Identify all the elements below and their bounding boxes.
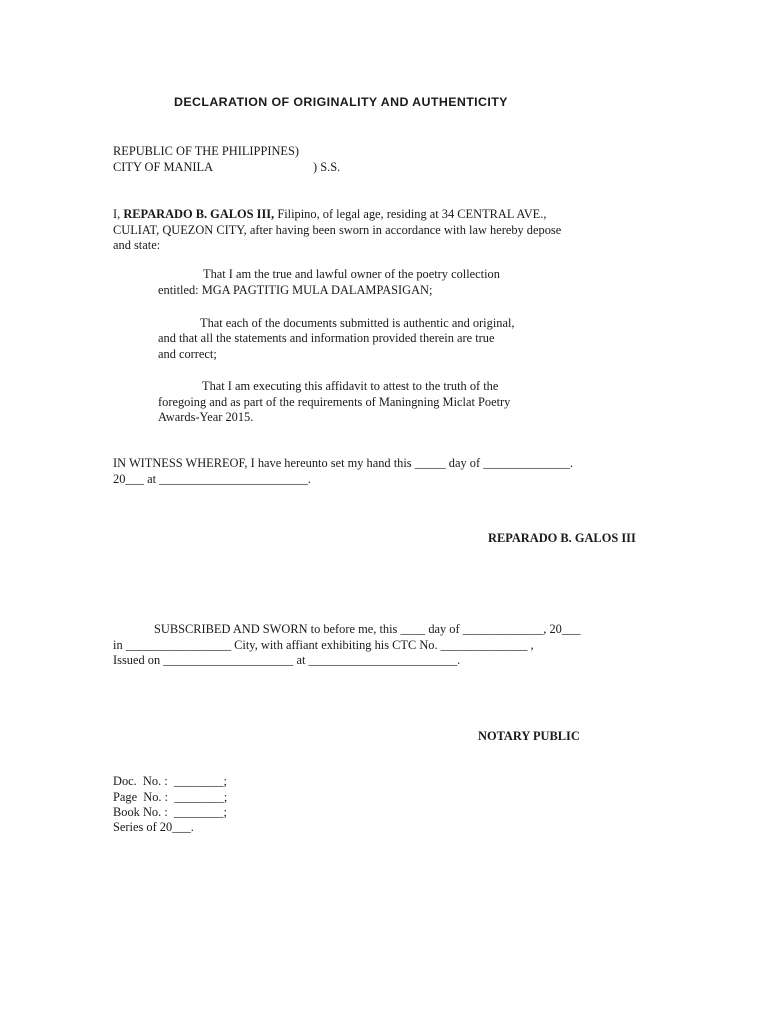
venue-ss: ) S.S. (313, 160, 341, 174)
intro-line-2: CULIAT, QUEZON CITY, after having been sworn in accordance with law hereby depose (113, 223, 562, 237)
clause-3-line-2: foregoing and as part of the requirements of Maningning Miclat Poetry (158, 395, 511, 409)
witness-line-2: 20___ at ________________________. (113, 472, 311, 486)
intro-line-1 (113, 207, 546, 223)
jurat-line-1: SUBSCRIBED AND SWORN to before me, this ____ day of _____________, 20___ (154, 622, 581, 636)
venue-city: CITY OF MANILA (113, 160, 214, 174)
document-title: DECLARATION OF ORIGINALITY AND AUTHENTICITY (174, 95, 508, 109)
jurat-line-3: Issued on _____________________ at ________________________. (113, 653, 461, 667)
clause-3-line-1: That I am executing this affidavit to attest to the truth of the (202, 379, 499, 393)
signatory-name: REPARADO B. GALOS III (488, 531, 636, 545)
affiant-name: REPARADO B. GALOS III, (123, 207, 275, 221)
registry-page-no: Page No. : ________; (113, 790, 228, 804)
clause-2-line-1: That each of the documents submitted is authentic and original, (200, 316, 515, 330)
registry-book-no: Book No. : ________; (113, 805, 227, 819)
witness-line-1: IN WITNESS WHEREOF, I have hereunto set my hand this _____ day of ______________. (113, 456, 574, 470)
registry-doc-no: Doc. No. : ________; (113, 774, 227, 788)
notary-public-label: NOTARY PUBLIC (478, 729, 580, 743)
intro-line-1-rest: Filipino, of legal age, residing at 34 CENTRAL AVE., (274, 207, 547, 221)
venue-line-1: REPUBLIC OF THE PHILIPPINES) (113, 144, 299, 158)
clause-3-line-3: Awards-Year 2015. (158, 410, 254, 424)
registry-series: Series of 20___. (113, 820, 194, 834)
clause-1-line-1: That I am the true and lawful owner of the poetry collection (203, 267, 500, 281)
jurat-line-2: in _________________ City, with affiant exhibiting his CTC No. ______________ , (113, 638, 534, 652)
intro-prefix: I, (113, 207, 124, 221)
clause-1-line-2: entitled: MGA PAGTITIG MULA DALAMPASIGAN; (158, 283, 433, 297)
clause-2-line-3: and correct; (158, 347, 217, 361)
intro-line-3: and state: (113, 238, 161, 252)
clause-2-line-2: and that all the statements and information provided therein are true (158, 331, 495, 345)
